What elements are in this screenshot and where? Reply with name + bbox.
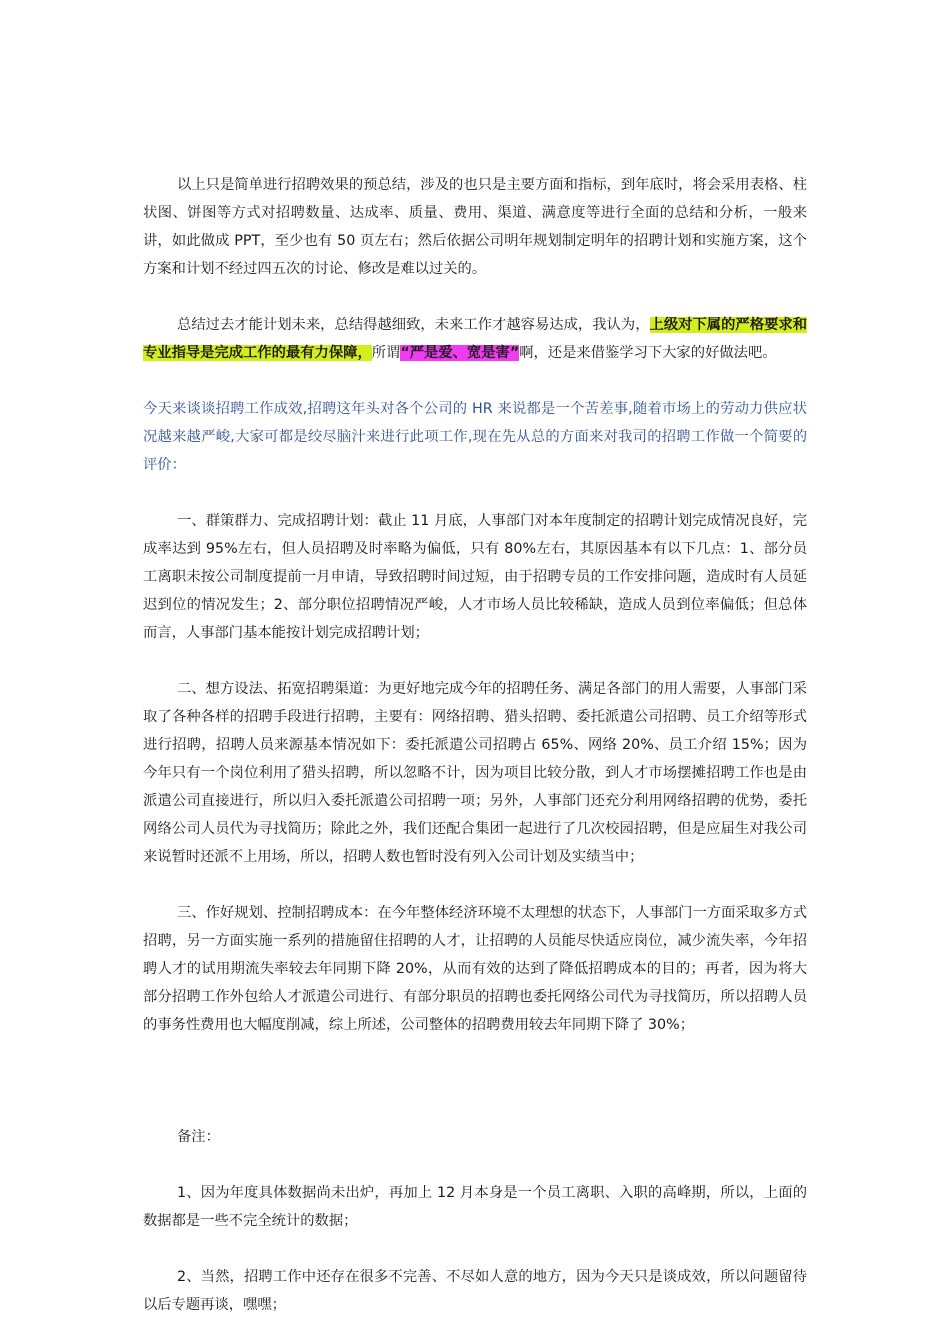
reflection-paragraph bbox=[143, 311, 807, 367]
summary-paragraph: 以上只是简单进行招聘效果的预总结，涉及的也只是主要方面和指标，到年底时，将会采用表格、柱状图、饼图等方式对招聘数量、达成率、质量、费用、渠道、满意度等进行全面的总结和分析，一般来讲，如此做成 PPT，至少也有 50 页左右；然后依据公司明年规划制定明年的招聘计划和实施方案，这个方案和计划不经过四五次的讨论、修改是难以过关的。 bbox=[143, 177, 807, 277]
reflection-lead: 总结过去才能计划未来，总结得越细致，未来工作才越容易达成，我认为， bbox=[177, 317, 650, 333]
reflection-middle: 所谓 bbox=[371, 345, 401, 361]
highlight-yellow-text: 上级对下属的严格要求和专业指导是完成工作的最有力保障， bbox=[143, 317, 807, 361]
intro-paragraph: 今天来谈谈招聘工作成效,招聘这年头对各个公司的 HR 来说都是一个苦差事,随着市场上的劳动力供应状况越来越严峻,大家可都是绞尽脑汁来进行此项工作,现在先从总的方面来对我司的招聘工作做一个简要的评价： bbox=[143, 401, 807, 473]
highlight-pink-text: “严是爱、宽是害” bbox=[400, 345, 520, 361]
section-paragraph-2: 二、想方设法、拓宽招聘渠道：为更好地完成今年的招聘任务、满足各部门的用人需要，人事部门采取了各种各样的招聘手段进行招聘，主要有：网络招聘、猎头招聘、委托派遣公司招聘、员工介绍等形式进行招聘，招聘人员来源基本情况如下：委托派遣公司招聘占 65%、网络 20%、员工介绍 15%；因为今年只有一个岗位利用了猎头招聘，所以忽略不计，因为项目比较分散，到人才市场摆摊招聘工作也是由派遣公司直接进行，所以归入委托派遣公司招聘一项；另外，人事部门还充分利用网络招聘的优势，委托网络公司人员代为寻找简历；除此之外，我们还配合集团一起进行了几次校园招聘，但是应届生对我公司来说暂时还派不上用场，所以，招聘人数也暂时没有列入公司计划及实绩当中； bbox=[143, 681, 807, 865]
document-body bbox=[143, 171, 807, 1319]
note-item-2: 2、当然，招聘工作中还存在很多不完善、不尽如人意的地方，因为今天只是谈成效，所以问题留待以后专题再谈，嘿嘿； bbox=[143, 1269, 807, 1313]
notes-heading: 备注： bbox=[177, 1129, 220, 1145]
section-paragraph-1: 一、群策群力、完成招聘计划：截止 11 月底，人事部门对本年度制定的招聘计划完成情况良好，完成率达到 95%左右，但人员招聘及时率略为偏低，只有 80%左右，其原因基本有以下几点：1、部分员工离职未按公司制度提前一月申请，导致招聘时间过短，由于招聘专员的工作安排问题，造成时有人员延迟到位的情况发生；2、部分职位招聘情况严峻，人才市场人员比较稀缺，造成人员到位率偏低；但总体而言，人事部门基本能按计划完成招聘计划； bbox=[143, 513, 807, 641]
section-paragraph-3: 三、作好规划、控制招聘成本：在今年整体经济环境不太理想的状态下，人事部门一方面采取多方式招聘，另一方面实施一系列的措施留住招聘的人才，让招聘的人员能尽快适应岗位，减少流失率，今年招聘人才的试用期流失率较去年同期下降 20%，从而有效的达到了降低招聘成本的目的；再者，因为将大部分招聘工作外包给人才派遣公司进行、有部分职员的招聘也委托网络公司代为寻找简历，所以招聘人员的事务性费用也大幅度削减，综上所述，公司整体的招聘费用较去年同期下降了 30%； bbox=[143, 905, 807, 1033]
note-item-1: 1、因为年度具体数据尚未出炉，再加上 12 月本身是一个员工离职、入职的高峰期，所以，上面的数据都是一些不完全统计的数据； bbox=[143, 1185, 807, 1229]
reflection-tail: 啊，还是来借鉴学习下大家的好做法吧。 bbox=[519, 345, 777, 361]
